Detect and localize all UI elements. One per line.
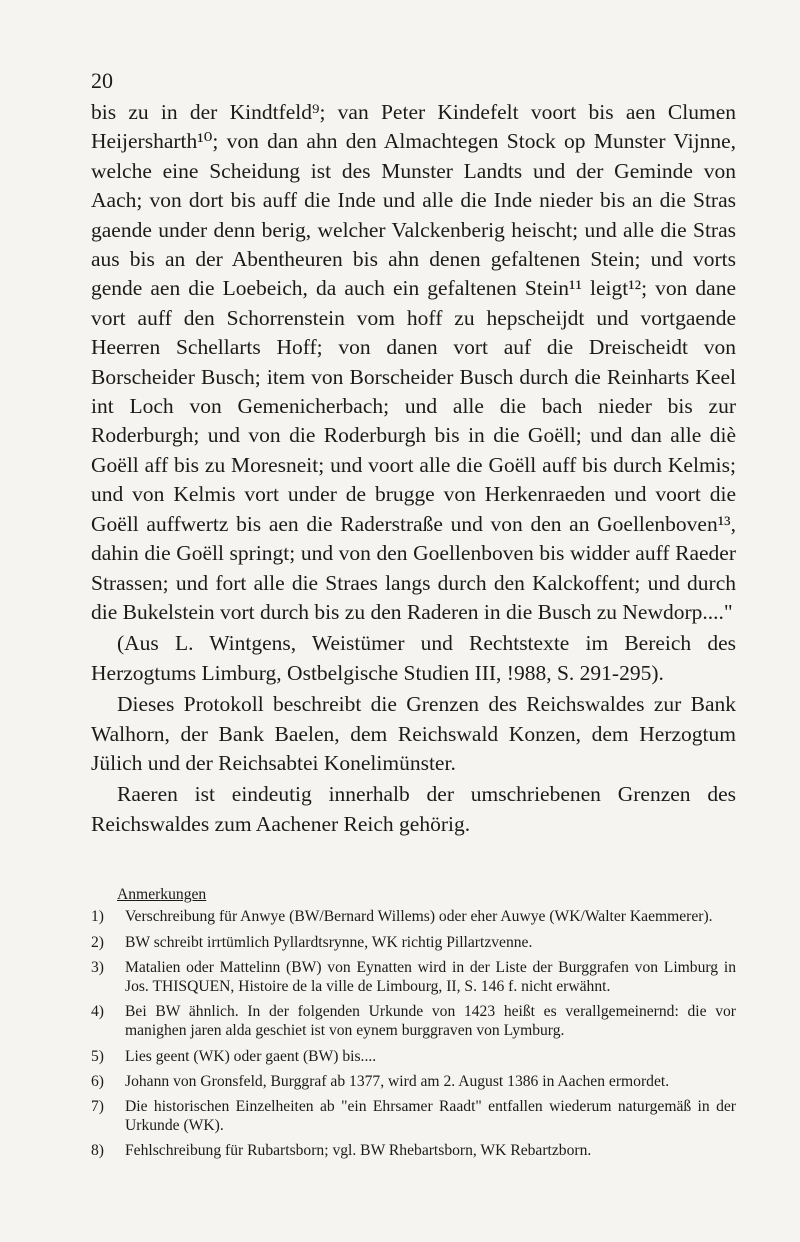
page-number: 20 [91,68,113,93]
footnote-number: 2) [91,933,104,951]
paragraph-raeren-conclusion: Raeren ist eindeutig innerhalb der umschriebenen Grenzen des Reichswaldes zum Aachener Reich gehörig. [91,782,736,836]
footnote-number: 7) [91,1097,104,1115]
footnote-2 [91,933,736,952]
footnote-6 [91,1072,736,1091]
footnote-number: 5) [91,1047,104,1065]
footnote-3 [91,958,736,996]
footnote-text: Johann von Gronsfeld, Burggraf ab 1377, wird am 2. August 1386 in Aachen ermordet. [125,1072,670,1090]
footnote-number: 6) [91,1072,104,1090]
footnote-number: 3) [91,958,104,976]
footnote-text: Fehlschreibung für Rubartsborn; vgl. BW Rhebartsborn, WK Rebartzborn. [125,1142,592,1160]
footnotes-heading: Anmerkungen [117,886,207,904]
footnote-text: BW schreibt irrtümlich Pyllardtsrynne, WK richtig Pillartzvenne. [125,933,533,951]
footnote-number: 4) [91,1003,104,1021]
main-text [91,98,736,839]
footnote-1 [91,907,736,926]
footnote-number: 8) [91,1142,104,1160]
footnote-text: Matalien oder Mattelinn (BW) von Eynatten wird in der Liste der Burggrafen von Limburg in Jos. THISQUEN, Histoire de la ville de Limbourg, II, S. 146 f. nicht erwähnt. [125,958,736,995]
footnote-4 [91,1002,736,1040]
footnote-text: Verschreibung für Anwye (BW/Bernard Willems) oder eher Auwye (WK/Walter Kaemmerer). [125,908,713,926]
footnote-number: 1) [91,908,104,926]
paragraph-boundary-description: bis zu in der Kindtfeld⁹; van Peter Kindefelt voort bis aen Clumen Heijersharth¹⁰; von dan ahn den Almachtegen Stock op Munster Vijnne, welche eine Scheidung ist des Munster Landts und der Geminde von Aach; von dort bis auff die Inde und alle die Inde nieder bis an die Stras gaende under denn berig, welcher Valckenberig heischt; und alle die Stras aus bis an der Abentheuren bis ahn denen gefaltenen Stein; und vorts gende aen die Loebeich, da auch ein gefaltenen Stein¹¹ leigt¹²; von dane vort auff den Schorrenstein vom hoff zu hepscheijdt und vortgaende Heerren Schellarts Hoff; von danen vort auf die Dreischeidt von Borscheider Busch; item von Borscheider Busch durch die Reinharts Keel int Loch von Gemenicherbach; und alle die bach nieder bis zur Roderburgh; und von die Roderburgh bis in die Goëll; und dan alle diè Goëll aff bis zu Moresneit; und voort alle die Goëll auff bis durch Kelmis; und von Kelmis vort under de brugge von Herkenraeden und voort die Goëll auffwertz bis aen die Raderstraße und von den an Goellenboven¹³, dahin die Goëll springt; und von den Goellenboven bis widder auff Raeder Strassen; und fort alle die Straes langs durch den Kalckoffent; und durch die Bukelstein vort durch bis zu den Raderen in die Busch zu Newdorp...." [91,100,736,624]
footnote-5 [91,1047,736,1066]
footnotes-section [91,885,736,1160]
footnote-text: Die historischen Einzelheiten ab "ein Ehrsamer Raadt" entfallen wiederum naturgemäß in der Urkunde (WK). [125,1097,736,1135]
paragraph-source-citation: (Aus L. Wintgens, Weistümer und Rechtstexte im Bereich des Herzogtums Limburg, Ostbelgische Studien III, !988, S. 291-295). [91,631,736,685]
footnote-text: Bei BW ähnlich. In der folgenden Urkunde von 1423 heißt es verallgemeinernd: die vor manighen jaren alda geschiet ist von eynem burggraven von Lymburg. [125,1003,736,1040]
footnote-8 [91,1141,736,1160]
paragraph-protocol-summary: Dieses Protokoll beschreibt die Grenzen des Reichswaldes zur Bank Walhorn, der Bank Baelen, dem Reichswald Konzen, dem Herzogtum Jülich und der Reichsabtei Konelimünster. [91,692,736,775]
footnote-7 [91,1097,736,1135]
footnote-text: Lies geent (WK) oder gaent (BW) bis.... [125,1047,377,1065]
